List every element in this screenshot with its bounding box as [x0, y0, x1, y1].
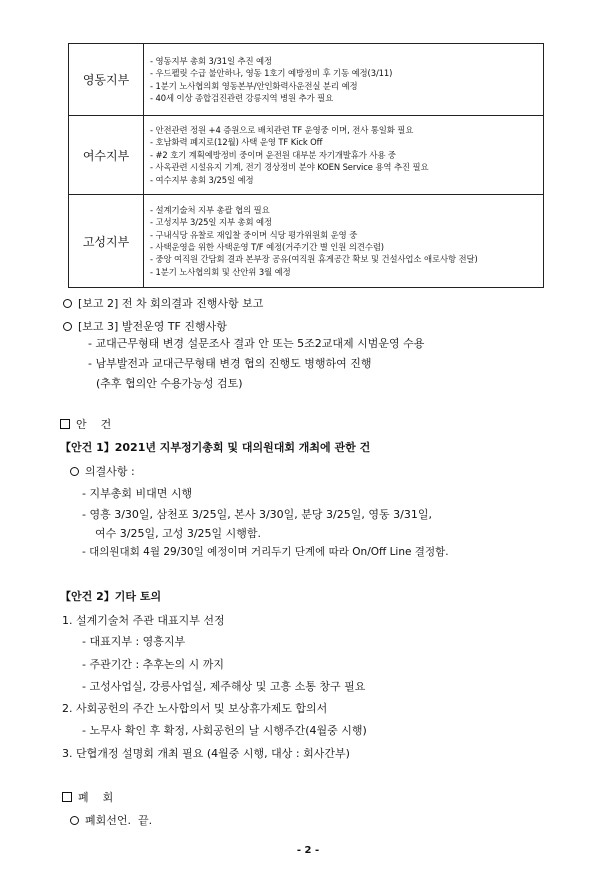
- list-item: - 구내식당 유찰로 재입찰 중이며 식당 평가위원회 운영 중: [150, 229, 358, 240]
- agenda-1-sub-text: 의결사항 :: [85, 465, 135, 478]
- list-item: 여수 3/25일, 고성 3/25일 시행함.: [95, 527, 262, 540]
- list-item: - 영흥 3/30일, 삼천포 3/25일, 본사 3/30일, 분당 3/25일, 영동 3/31일,: [82, 508, 432, 521]
- report-2-line: [63, 295, 263, 311]
- agenda-heading-text: 안 건: [76, 418, 112, 431]
- list-item: - 대의원대회 4월 29/30일 예정이며 거리두기 단계에 따라 On/Off Line 결정함.: [82, 546, 449, 558]
- branch-items-cell: [144, 44, 544, 116]
- list-item: 1. 설계기술처 주관 대표지부 선정: [62, 614, 225, 627]
- list-item: - 대표지부 : 영흥지부: [82, 635, 186, 648]
- list-item: - 여수지부 총회 3/25일 예정: [150, 174, 254, 185]
- closing-line: [70, 812, 152, 828]
- list-item: - 우드펠릿 수급 불안하나, 영동 1호기 예방정비 후 기동 예정(3/11): [150, 68, 393, 79]
- table-row: [69, 116, 544, 195]
- circle-bullet-icon: [63, 322, 72, 331]
- list-item: - 1분기 노사협의회 및 산안위 3월 예정: [150, 266, 291, 277]
- list-item: - 고성사업실, 강릉사업실, 제주해상 및 고흥 소통 창구 필요: [82, 680, 366, 693]
- agenda-2-title: 【안건 2】기타 토의: [60, 590, 162, 603]
- branch-name-cell: 영동지부: [69, 44, 144, 116]
- list-item: - 40세 이상 종합검진관련 강릉지역 병원 추가 필요: [150, 92, 334, 103]
- report-3-text: [보고 3] 발전운영 TF 진행사항: [78, 320, 227, 333]
- list-item: 3. 단협개정 설명회 개최 필요 (4월중 시행, 대상 : 회사간부): [62, 747, 350, 760]
- list-item: - 사택운영을 위한 사택운영 T/F 예정(거주기간 별 인원 의견수렴): [150, 242, 384, 252]
- list-item: - 고성지부 3/25일 지부 총회 예정: [150, 217, 273, 228]
- closing-text: 폐회선언. 끝.: [85, 814, 153, 827]
- report-2-text: [보고 2] 전 차 회의결과 진행사항 보고: [78, 297, 264, 310]
- list-item: - 남부발전과 교대근무형태 변경 협의 진행도 병행하여 진행: [88, 357, 372, 370]
- branch-name-cell: 여수지부: [69, 116, 144, 195]
- square-bullet-icon: [60, 419, 70, 429]
- closing-heading: [62, 789, 113, 805]
- list-item: - 노무사 확인 후 확정, 사회공헌의 날 시행주간(4월중 시행): [82, 724, 367, 737]
- branch-items-cell: [144, 195, 544, 288]
- list-item: - 안전관련 정원 +4 증원으로 배치관련 TF 운영중 이며, 전사 통일화 필요: [150, 124, 414, 135]
- report-3-line: [63, 318, 227, 334]
- branch-items-cell: [144, 116, 544, 195]
- branch-name-cell: 고성지부: [69, 195, 144, 288]
- circle-bullet-icon: [70, 467, 79, 476]
- agenda-1-title: 【안건 1】2021년 지부정기총회 및 대의원대회 개최에 관한 건: [60, 441, 371, 454]
- agenda-1-sub: [70, 463, 135, 479]
- page-number: - 2 -: [296, 845, 320, 856]
- list-item: - 영동지부 총회 3/31일 추진 예정: [150, 55, 273, 66]
- list-item: 2. 사회공헌의 주간 노사합의서 및 보상휴가제도 합의서: [62, 702, 328, 715]
- list-item: - 사옥관련 시설유지 기계, 전기 경상정비 분야 KOEN Service 용역 추진 필요: [150, 162, 429, 173]
- circle-bullet-icon: [63, 299, 72, 308]
- square-bullet-icon: [62, 792, 72, 802]
- list-item: - 지부총회 비대면 시행: [82, 487, 193, 500]
- agenda-heading: [60, 416, 111, 432]
- table-row: [69, 195, 544, 288]
- list-item: - 호남화력 폐지로(12월) 사택 운영 TF Kick Off: [150, 137, 323, 148]
- list-item: - #2 호기 계획예방정비 중이며 운전원 대부분 자기개발휴가 사용 중: [150, 149, 396, 160]
- table-row: [69, 44, 544, 116]
- branch-report-table: [68, 43, 544, 288]
- list-item: - 교대근무형태 변경 설문조사 결과 안 또는 5조2교대제 시범운영 수용: [88, 337, 425, 350]
- list-item: - 주관기간 : 추후논의 시 까지: [82, 658, 225, 671]
- list-item: - 설계기술처 지부 총괄 협의 필요: [150, 204, 270, 215]
- closing-heading-text: 폐 회: [78, 791, 114, 804]
- list-item: (추후 협의안 수용가능성 검토): [96, 377, 243, 390]
- list-item: - 중앙 여직원 간담회 결과 본부장 공유(여직원 휴게공간 확보 및 건설사업소 애로사항 전달): [150, 254, 478, 265]
- list-item: - 1분기 노사협의회 영동본부/안인화력사운전실 분리 예정: [150, 80, 358, 91]
- circle-bullet-icon: [70, 816, 79, 825]
